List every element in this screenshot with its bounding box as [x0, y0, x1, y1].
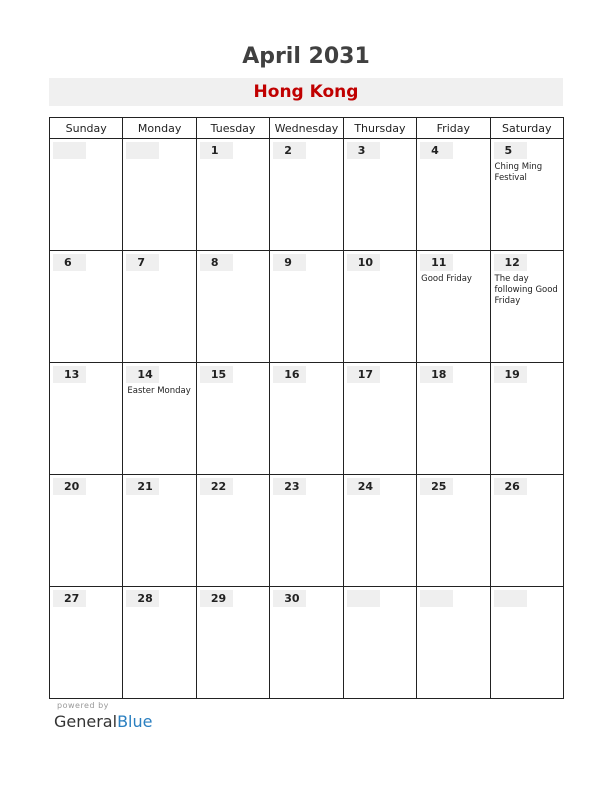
day-number: 6 — [53, 254, 86, 271]
day-cell — [490, 587, 563, 699]
day-number: 2 — [273, 142, 306, 159]
day-number: 29 — [200, 590, 233, 607]
day-cell — [50, 139, 123, 251]
holiday-label: Easter Monday — [127, 386, 191, 396]
logo-blue: Blue — [117, 712, 153, 731]
day-cell — [123, 251, 196, 363]
day-cell — [417, 587, 490, 699]
day-cell — [196, 363, 269, 475]
day-cell — [417, 139, 490, 251]
day-number: 11 — [420, 254, 453, 271]
day-cell — [270, 587, 343, 699]
day-cell — [123, 475, 196, 587]
day-number: 9 — [273, 254, 306, 271]
day-cell — [343, 587, 416, 699]
weekday-header-row — [50, 118, 564, 139]
day-cell — [270, 475, 343, 587]
day-number — [53, 142, 86, 159]
day-cell — [417, 475, 490, 587]
week-row — [50, 475, 564, 587]
day-number: 3 — [347, 142, 380, 159]
week-row — [50, 363, 564, 475]
day-number — [126, 142, 159, 159]
weekday-header: Saturday — [490, 118, 563, 139]
day-number — [347, 590, 380, 607]
day-number: 28 — [126, 590, 159, 607]
day-number: 4 — [420, 142, 453, 159]
day-cell — [343, 251, 416, 363]
day-cell — [270, 363, 343, 475]
day-cell — [123, 139, 196, 251]
day-cell — [490, 475, 563, 587]
day-number: 22 — [200, 478, 233, 495]
day-cell — [270, 251, 343, 363]
day-cell — [50, 363, 123, 475]
holiday-label: Ching Ming Festival — [494, 162, 543, 183]
day-cell — [196, 251, 269, 363]
calendar-grid — [49, 117, 564, 699]
weekday-header: Monday — [123, 118, 196, 139]
day-number — [420, 590, 453, 607]
week-row — [50, 139, 564, 251]
day-number: 19 — [494, 366, 527, 383]
day-number: 24 — [347, 478, 380, 495]
day-cell — [50, 251, 123, 363]
day-cell — [343, 363, 416, 475]
day-number: 20 — [53, 478, 86, 495]
powered-by-text: powered by — [57, 701, 109, 710]
day-number: 25 — [420, 478, 453, 495]
day-number: 15 — [200, 366, 233, 383]
day-number: 16 — [273, 366, 306, 383]
day-number: 14 — [126, 366, 159, 383]
day-cell — [50, 587, 123, 699]
calendar-title: April 2031 — [242, 44, 370, 69]
region-label: Hong Kong — [49, 78, 563, 106]
day-cell — [50, 475, 123, 587]
day-cell — [417, 363, 490, 475]
weekday-header: Thursday — [343, 118, 416, 139]
day-number: 30 — [273, 590, 306, 607]
day-number: 12 — [494, 254, 527, 271]
day-cell — [123, 363, 196, 475]
weekday-header: Tuesday — [196, 118, 269, 139]
day-cell — [196, 587, 269, 699]
holiday-label: Good Friday — [421, 274, 472, 284]
day-cell — [196, 139, 269, 251]
day-number: 27 — [53, 590, 86, 607]
day-cell — [123, 587, 196, 699]
day-number: 17 — [347, 366, 380, 383]
week-row — [50, 587, 564, 699]
day-cell — [490, 139, 563, 251]
day-cell — [417, 251, 490, 363]
day-cell — [196, 475, 269, 587]
weekday-header: Sunday — [50, 118, 123, 139]
day-cell — [490, 251, 563, 363]
weekday-header: Wednesday — [270, 118, 343, 139]
day-number: 23 — [273, 478, 306, 495]
day-number: 10 — [347, 254, 380, 271]
holiday-label: The day following Good Friday — [494, 274, 558, 306]
generalblue-logo[interactable] — [54, 712, 152, 731]
day-cell — [270, 139, 343, 251]
day-number: 7 — [126, 254, 159, 271]
day-number: 5 — [494, 142, 527, 159]
week-row — [50, 251, 564, 363]
day-cell — [343, 139, 416, 251]
day-cell — [343, 475, 416, 587]
day-number: 13 — [53, 366, 86, 383]
day-cell — [490, 363, 563, 475]
day-number: 8 — [200, 254, 233, 271]
day-number: 1 — [200, 142, 233, 159]
day-number: 21 — [126, 478, 159, 495]
day-number: 18 — [420, 366, 453, 383]
day-number: 26 — [494, 478, 527, 495]
logo-general: General — [54, 712, 118, 731]
day-number — [494, 590, 527, 607]
weekday-header: Friday — [417, 118, 490, 139]
